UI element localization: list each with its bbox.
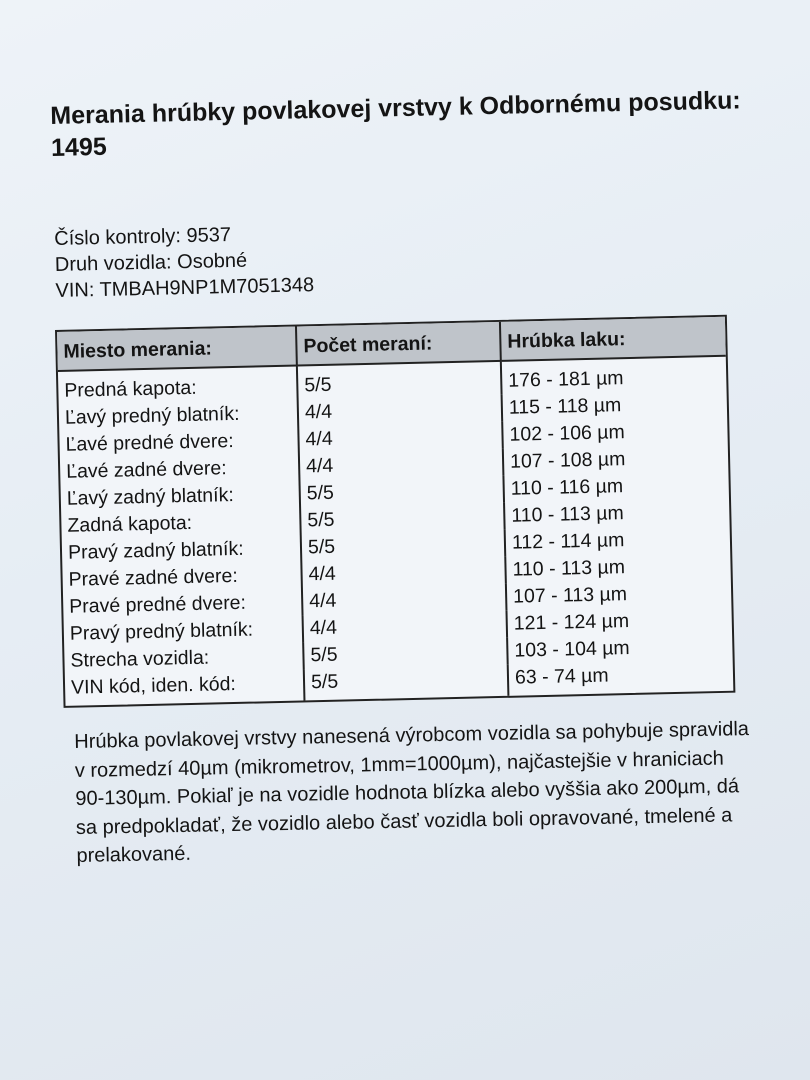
cell-thickness: 107 - 113 µm [512, 583, 628, 608]
cell-count: 5/5 [301, 530, 506, 562]
cell-location: Strecha vozidla: [64, 642, 304, 674]
vehicle-info [54, 220, 314, 304]
cell-thickness: 112 - 114 µm [511, 529, 625, 554]
cell-count: 4/4 [298, 395, 503, 427]
cell-count: 5/5 [304, 665, 509, 701]
cell-thickness: 115 - 118 µm [508, 394, 622, 419]
cell-count: 4/4 [299, 449, 504, 481]
header-location: Miesto merania: [57, 327, 297, 371]
cell-count: 5/5 [299, 476, 504, 508]
cell-location: Pravý zadný blatník: [62, 534, 302, 566]
cell-location: Ľavý zadný blatník: [61, 480, 301, 512]
cell-count: 5/5 [303, 638, 508, 670]
cell-count: 5/5 [297, 361, 502, 400]
cell-location: Ľavý predný blatník: [59, 400, 299, 432]
cell-location: Pravé predné dvere: [63, 588, 303, 620]
cell-location: Ľavé zadné dvere: [60, 453, 300, 485]
cell-location: VIN kód, iden. kód: [65, 669, 305, 705]
header-count: Počet meraní: [296, 322, 501, 366]
cell-location: Pravé zadné dvere: [62, 561, 302, 593]
control-number: Číslo kontroly: 9537 [54, 223, 232, 250]
cell-count: 4/4 [298, 422, 503, 454]
cell-thickness: 176 - 181 µm [508, 367, 624, 392]
cell-thickness: 63 - 74 µm [514, 664, 609, 689]
document-title: Merania hrúbky povlakovej vrstvy k Odbornému posudku: 1495 [50, 86, 741, 162]
cell-thickness: 121 - 124 µm [513, 610, 630, 635]
cell-count: 5/5 [300, 503, 505, 535]
cell-count: 4/4 [301, 557, 506, 589]
cell-thickness: 110 - 113 µm [511, 502, 624, 527]
cell-location: Ľavé predné dvere: [59, 427, 299, 459]
cell-location: Pravý predný blatník: [64, 615, 304, 647]
explanation-note: Hrúbka povlakovej vrstvy nanesená výrobcom vozidla sa pohybuje spravidla v rozmedzí 40µm (mikrometrov, 1mm=1000µm), najčastejšie v hraniciach 90-130µm. Pokiaľ je na vozidle hodnota blízka alebo vyššia ako 200µm, dá sa predpokladať, že vozidlo alebo časť vozidla boli opravované, tmelené a prelakované. [74, 718, 750, 867]
cell-thickness: 103 - 104 µm [514, 637, 630, 662]
cell-location: Zadná kapota: [61, 507, 301, 539]
cell-location: Predná kapota: [58, 366, 298, 405]
vin-number: VIN: TMBAH9NP1M7051348 [55, 274, 315, 302]
header-thickness: Hrúbka laku: [500, 317, 726, 361]
cell-thickness: 107 - 108 µm [509, 448, 626, 473]
vehicle-type: Druh vozidla: Osobné [54, 249, 248, 276]
cell-thickness: 110 - 116 µm [510, 475, 624, 500]
cell-count: 4/4 [303, 611, 508, 643]
cell-count: 4/4 [302, 584, 507, 616]
measurement-table [55, 315, 735, 708]
cell-thickness: 110 - 113 µm [512, 556, 626, 581]
cell-thickness: 102 - 106 µm [509, 421, 626, 446]
